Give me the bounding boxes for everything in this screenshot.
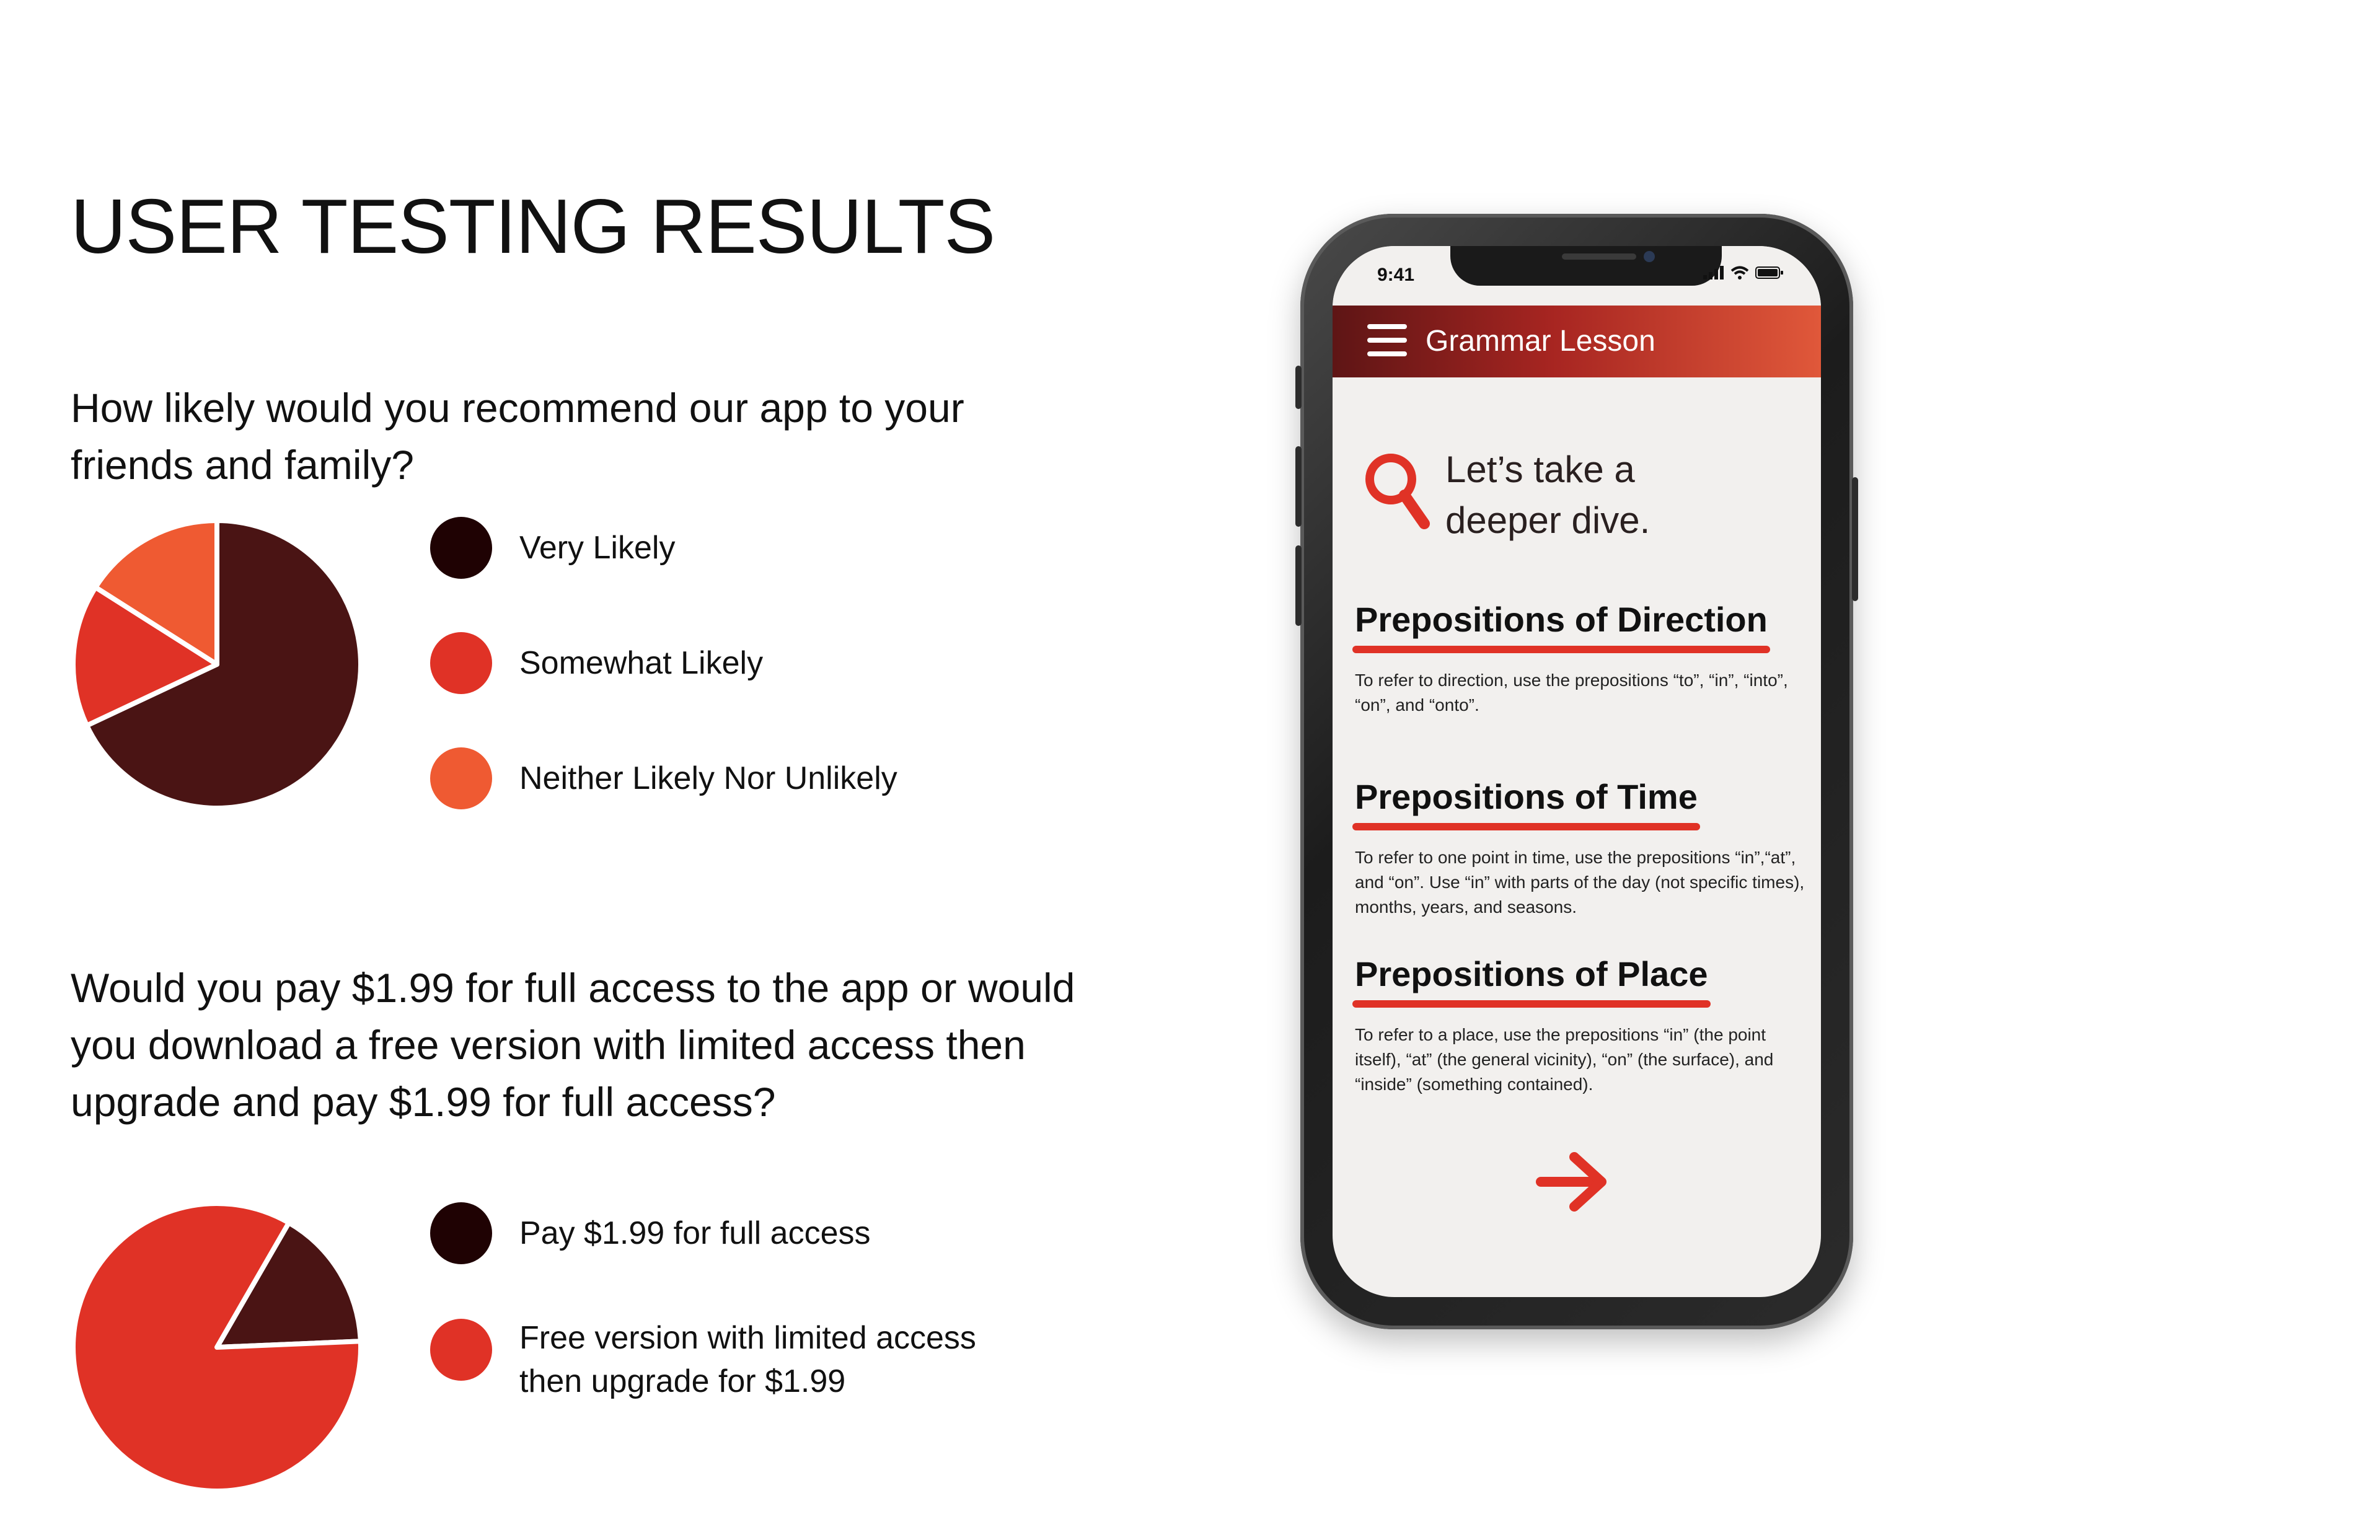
arrow-right-icon[interactable] — [1536, 1151, 1610, 1213]
signal-icon — [1703, 266, 1724, 279]
legend-item-free-version — [430, 1316, 976, 1403]
section-body: To refer to one point in time, use the prepositions “in”,“at”, and “on”. Use “in” with parts of the day (not specific times), months, years, and seasons. — [1355, 848, 1805, 917]
legend-label: Very Likely — [519, 530, 676, 566]
hamburger-menu-icon[interactable] — [1367, 324, 1407, 358]
legend-item-somewhat-likely — [430, 632, 763, 694]
section-title[interactable]: Prepositions of Place — [1355, 954, 1708, 1008]
phone-volume-down-button — [1295, 545, 1302, 626]
status-time: 9:41 — [1377, 265, 1415, 285]
app-title: Grammar Lesson — [1426, 325, 1655, 358]
legend-label: Neither Likely Nor Unlikely — [519, 760, 897, 796]
section-title[interactable]: Prepositions of Direction — [1355, 599, 1768, 653]
phone-volume-up-button — [1295, 446, 1302, 527]
phone-notch — [1450, 246, 1722, 286]
section-time — [1355, 777, 1807, 920]
section-body: To refer to a place, use the prepositions “in” (the point itself), “at” (the general vicinity), “on” (the surface), and “inside” (something contained). — [1355, 1025, 1774, 1094]
legend-label-line-1: Free version with limited access — [519, 1320, 976, 1356]
legend-label — [519, 1316, 976, 1403]
section-body: To refer to direction, use the prepositions “to”, “in”, “into”, “on”, and “onto”. — [1355, 671, 1788, 715]
camera-icon — [1644, 251, 1655, 262]
speaker-grille — [1562, 253, 1636, 260]
wifi-icon — [1730, 266, 1749, 279]
question-1: How likely would you recommend our app to your friends and family? — [71, 385, 964, 488]
legend-label-line-2: then upgrade for $1.99 — [519, 1363, 846, 1399]
intro-line-2: deeper dive. — [1445, 499, 1651, 541]
magnifier-icon[interactable] — [1362, 451, 1430, 531]
legend-swatch — [430, 1202, 492, 1264]
app-header — [1333, 306, 1821, 377]
legend-swatch — [430, 747, 492, 809]
legend-label: Pay $1.99 for full access — [519, 1215, 871, 1251]
pie-chart-recommend — [71, 518, 363, 811]
phone-power-button — [1852, 477, 1858, 601]
legend-label: Somewhat Likely — [519, 645, 764, 681]
legend-item-very-likely — [430, 517, 675, 579]
phone-side-button — [1295, 366, 1302, 409]
section-title[interactable]: Prepositions of Time — [1355, 777, 1698, 830]
status-bar — [1333, 246, 1821, 306]
legend-swatch — [430, 517, 492, 579]
page-title: USER TESTING RESULTS — [71, 184, 995, 270]
status-icons — [1703, 266, 1784, 279]
intro-line-1: Let’s take a — [1445, 449, 1635, 490]
question-2: Would you pay $1.99 for full access to the app or would you download a free version with limited access then upgrade and pay $1.99 for full access? — [71, 965, 1075, 1125]
intro-heading — [1445, 444, 1650, 546]
battery-icon — [1755, 266, 1784, 279]
pie-chart-payment — [71, 1201, 363, 1494]
phone-screen — [1333, 246, 1821, 1297]
section-place — [1355, 954, 1807, 1097]
section-direction — [1355, 599, 1807, 718]
legend-item-neither — [430, 747, 897, 809]
legend-item-pay-full — [430, 1202, 871, 1264]
legend-swatch — [430, 632, 492, 694]
legend-swatch — [430, 1319, 492, 1381]
